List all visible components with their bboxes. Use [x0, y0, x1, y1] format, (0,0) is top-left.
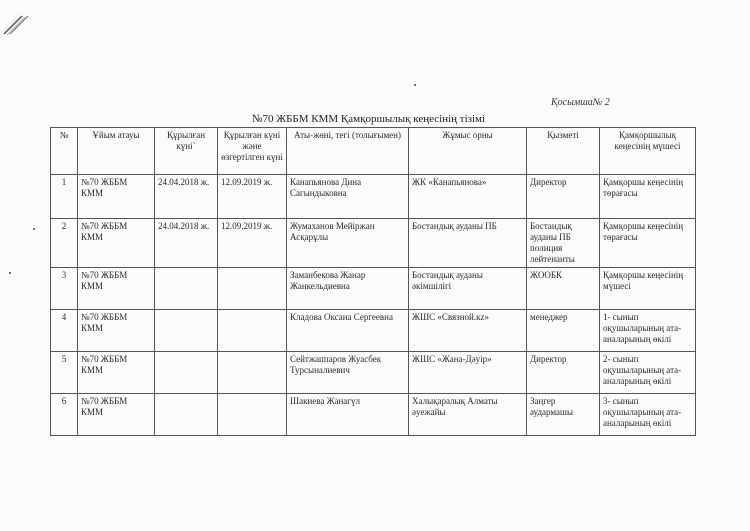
table-row [51, 394, 696, 436]
cell-workplace: Бостандық ауданы әкімшілігі [409, 268, 527, 310]
cell-workplace: Халықаралық Алматы әуежайы [409, 394, 527, 436]
cell-established [155, 268, 218, 310]
header-changed-date: Құрылған күні және өзгертілген күні [218, 128, 287, 175]
annex-label: Қосымша№ 2 [551, 97, 610, 108]
cell-workplace: ЖШС «Связной.кz» [409, 310, 527, 352]
cell-organization: №70 ЖББМ КММ [78, 394, 155, 436]
cell-changed [218, 352, 287, 394]
cell-board-role: Қамқоршы кеңесінің төрағасы [600, 175, 696, 219]
cell-organization: №70 ЖББМ КММ [78, 268, 155, 310]
scan-artifact [2, 14, 42, 36]
cell-board-role: 2- сынып оқушыларының ата-аналарының өкілі [600, 352, 696, 394]
cell-changed: 12.09.2019 ж. [218, 219, 287, 268]
page-title: №70 ЖББМ КММ Қамқоршылық кеңесінің тізімі [252, 113, 486, 125]
cell-number: 4 [51, 310, 78, 352]
cell-board-role: 3- сынып оқушыларының ата-аналарының өкілі [600, 394, 696, 436]
cell-established [155, 352, 218, 394]
trustee-board-table [50, 127, 696, 436]
cell-position: менеджер [527, 310, 600, 352]
cell-workplace: Бостандық ауданы ПБ [409, 219, 527, 268]
header-organization: Ұйым атауы [78, 128, 155, 175]
cell-organization: №70 ЖББМ КММ [78, 352, 155, 394]
cell-full-name: Канапьянова Дина Сагындыковна [287, 175, 409, 219]
cell-position: Заңгер аудармашы [527, 394, 600, 436]
header-workplace: Жұмыс орны [409, 128, 527, 175]
cell-position: Директор [527, 352, 600, 394]
table-header-row [51, 128, 696, 175]
cell-number: 3 [51, 268, 78, 310]
cell-changed [218, 268, 287, 310]
header-position: Қызметі [527, 128, 600, 175]
cell-number: 2 [51, 219, 78, 268]
cell-changed [218, 394, 287, 436]
cell-full-name: Жумаханов Мейіржан Асқарұлы [287, 219, 409, 268]
cell-organization: №70 ЖББМ КММ [78, 310, 155, 352]
header-board-role: Қамқоршылық кеңесінің мүшесі [600, 128, 696, 175]
cell-workplace: ЖК «Канапьянова» [409, 175, 527, 219]
cell-full-name: Заманбекова Жанар Жанкельдиевна [287, 268, 409, 310]
cell-established [155, 394, 218, 436]
cell-position: Директор [527, 175, 600, 219]
table-row [51, 310, 696, 352]
cell-workplace: ЖШС «Жана-Дәуір» [409, 352, 527, 394]
cell-position: Бостандық ауданы ПБ полиция лейтенанты [527, 219, 600, 268]
table-row [51, 219, 696, 268]
cell-organization: №70 ЖББМ КММ [78, 175, 155, 219]
cell-established: 24.04.2018 ж. [155, 175, 218, 219]
header-established-date: Құрылған күні` [155, 128, 218, 175]
scan-speck [33, 228, 35, 230]
table-row [51, 268, 696, 310]
header-full-name: Аты-жөні, тегі (толығымен) [287, 128, 409, 175]
cell-board-role: Қамқоршы кеңесінің төрағасы [600, 219, 696, 268]
cell-board-role: Қамқоршы кеңесінің мүшесі [600, 268, 696, 310]
table-row [51, 175, 696, 219]
cell-full-name: Сейтжаппаров Жуасбек Турсыналиевич [287, 352, 409, 394]
cell-number: 5 [51, 352, 78, 394]
cell-organization: №70 ЖББМ КММ [78, 219, 155, 268]
scan-speck [9, 272, 11, 274]
cell-full-name: Шакиева Жанагүл [287, 394, 409, 436]
cell-board-role: 1- сынып оқушыларының ата-аналарының өкілі [600, 310, 696, 352]
cell-number: 6 [51, 394, 78, 436]
cell-changed [218, 310, 287, 352]
table-row [51, 352, 696, 394]
cell-established [155, 310, 218, 352]
cell-full-name: Кладова Оксана Сергеевна [287, 310, 409, 352]
header-number: № [51, 128, 78, 175]
cell-position: ЖООБК [527, 268, 600, 310]
cell-established: 24.04.2018 ж. [155, 219, 218, 268]
cell-number: 1 [51, 175, 78, 219]
scan-speck [414, 84, 416, 86]
cell-changed: 12.09.2019 ж. [218, 175, 287, 219]
